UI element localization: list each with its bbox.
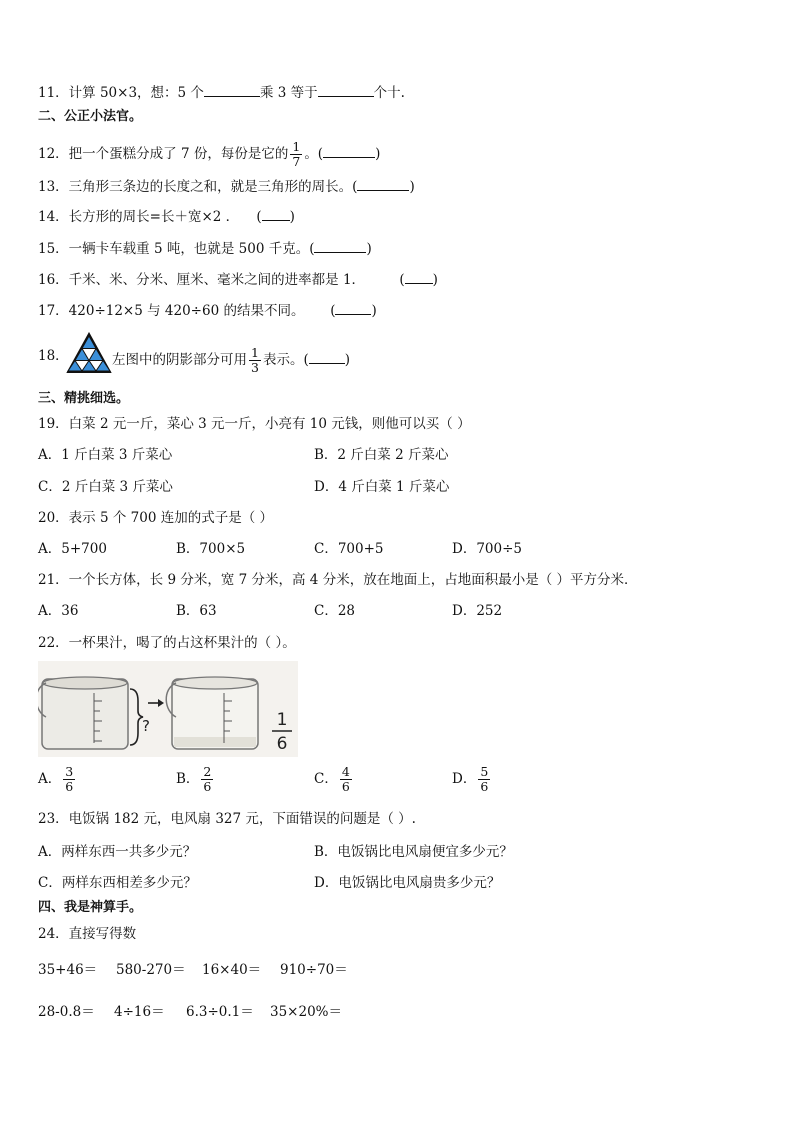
answer-blank[interactable] [314,238,366,253]
question-15: 15．一辆卡车载重 5 吨，也就是 500 千克。( ) [38,238,372,259]
answer-blank[interactable] [204,82,260,97]
fraction: $\frac{3}{6}$ [65,764,74,794]
answer-blank[interactable] [323,143,375,158]
option-c[interactable]: C．两样东西相差多少元？ [38,875,197,891]
option-b[interactable]: B．63 [176,603,217,619]
fraction: $\frac{2}{6}$ [203,764,212,794]
question-24-stem: 24．直接写得数 [38,926,137,942]
answer-blank[interactable] [335,300,371,315]
question-22-stem: 22．一杯果汁，喝了的占这杯果汁的（ ）。 [38,635,296,651]
option-d[interactable]: D．700÷5 [452,541,522,557]
calc-item: 16×40＝ [202,962,262,978]
section-4-heading: 四、我是神算手。 [38,900,143,915]
section-2-heading: 二、公正小法官。 [38,109,143,124]
empty-cup-rim [173,677,257,689]
option-b[interactable]: B．电饭锅比电风扇便宜多少元？ [314,844,513,860]
option-b[interactable]: B．700×5 [176,541,246,557]
fraction-label-denominator: 6 [276,734,288,754]
option-a[interactable]: A． $\frac{3}{6}$ [38,764,74,794]
option-c[interactable]: C． $\frac{4}{6}$ [314,764,350,794]
calc-item: 580-270＝ [116,962,186,978]
option-a[interactable]: A．两样东西一共多少元？ [38,844,197,860]
option-d[interactable]: D．252 [452,603,503,619]
question-12: 12．把一个蛋糕分成了 7 份，每份是它的 $\frac{1}{7}$ 。( ) [38,139,381,169]
option-c[interactable]: C．700+5 [314,541,384,557]
option-c[interactable]: C．2 斤白菜 3 斤菜心 [38,479,173,495]
option-a[interactable]: A．36 [38,603,79,619]
fraction-label-numerator: 1 [276,710,288,730]
fraction: $\frac{1}{7}$ [292,139,301,169]
calc-item: 35+46＝ [38,962,98,978]
question-19-stem: 19．白菜 2 元一斤，菜心 3 元一斤，小亮有 10 元钱，则他可以买（ ） [38,416,471,432]
question-21-stem: 21．一个长方体，长 9 分米，宽 7 分米，高 4 分米，放在地面上，占地面积最小是（ ）平方分米． [38,572,638,588]
question-14: 14．长方形的周长=长＋宽×2 ． ( ) [38,206,295,227]
juice-cup-illustration [38,661,298,757]
question-18-text: 左图中的阴影部分可用 $\frac{1}{3}$ 表示。( ) [112,345,351,375]
option-c[interactable]: C．28 [314,603,356,619]
option-d[interactable]: D． $\frac{5}{6}$ [452,764,489,794]
question-20-stem: 20．表示 5 个 700 连加的式子是（ ） [38,510,273,526]
question-23-stem: 23．电饭锅 182 元，电风扇 327 元，下面错误的问题是（ ）. [38,811,416,827]
answer-blank[interactable] [318,82,374,97]
answer-blank[interactable] [357,176,409,191]
answer-blank[interactable] [309,349,345,364]
fraction: $\frac{5}{6}$ [480,764,489,794]
triangle-figure [66,332,112,374]
question-mark: ? [142,717,150,735]
answer-blank[interactable] [405,269,433,284]
option-a[interactable]: A．5+700 [38,541,107,557]
question-18: 18． [38,348,69,364]
calc-item: 35×20%＝ [270,1004,342,1020]
calc-item: 4÷16＝ [114,1004,165,1020]
answer-blank[interactable] [262,206,290,221]
question-16: 16．千米、米、分米、厘米、毫米之间的进率都是 1． ( ) [38,269,438,290]
fraction: $\frac{4}{6}$ [341,764,350,794]
juice-remaining [174,737,256,747]
question-17: 17．420÷12×5 与 420÷60 的结果不同。 ( ) [38,300,377,321]
section-3-heading: 三、精挑细选。 [38,391,130,406]
option-b[interactable]: B．2 斤白菜 2 斤菜心 [314,447,449,463]
question-11: 11．计算 50×3，想：5 个 乘 3 等于 个十. [38,82,405,103]
option-a[interactable]: A．1 斤白菜 3 斤菜心 [38,447,173,463]
calc-item: 6.3÷0.1＝ [186,1004,254,1020]
question-13: 13．三角形三条边的长度之和，就是三角形的周长。( ) [38,176,415,197]
option-d[interactable]: D．电饭锅比电风扇贵多少元？ [314,875,501,891]
calc-item: 28-0.8＝ [38,1004,95,1020]
arrow-head [158,699,164,707]
juice-cup-photo [38,661,298,757]
calc-item: 910÷70＝ [280,962,348,978]
full-cup-rim [43,677,127,689]
option-d[interactable]: D．4 斤白菜 1 斤菜心 [314,479,450,495]
fraction: $\frac{1}{3}$ [251,345,259,375]
option-b[interactable]: B． $\frac{2}{6}$ [176,764,212,794]
